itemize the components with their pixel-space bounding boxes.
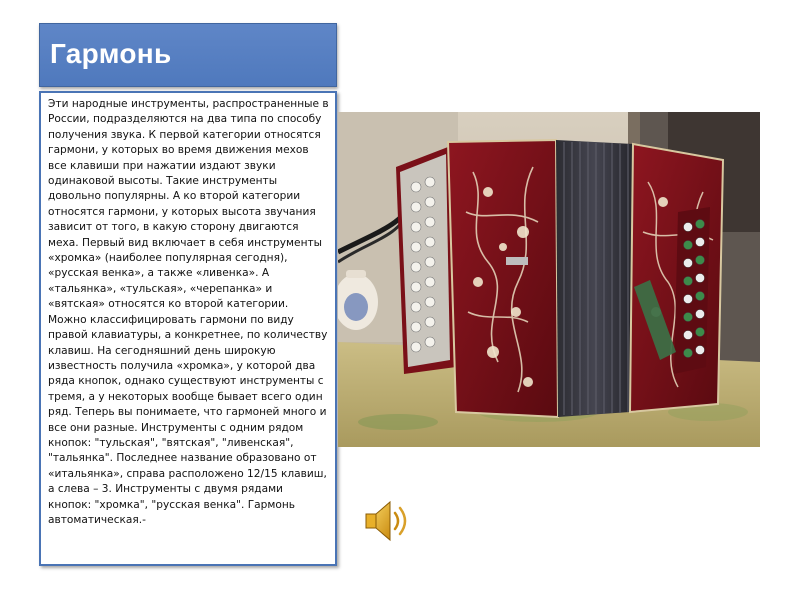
text-box — [39, 91, 337, 566]
slide-title: Гармонь — [50, 38, 172, 69]
title-banner — [39, 23, 337, 87]
speaker-icon[interactable] — [360, 495, 412, 547]
body-text: Эти народные инструменты, распространенные в России, подразделяются на два типа по способу получения звука. К первой категории относятся гармони, у которых во время движения мехов все клавиши при нажатии издают звуки одинаковой высоты. Такие инструменты довольно популярны. А ко второй категории относятся гармони, у которых высота звучания зависит от того, в какую сторону двигаются меха. Первый вид включает в себя инструменты «хромка» (наиболее популярная сегодня), «русская венка», а также «ливенка». А «тальянка», «тульская», «черепанка» и «вятская» относятся ко второй категории. Можно классифицировать гармони по виду правой клавиатуры, а конкретнее, по количеству клавиш. На сегодняшний день широкую известность получила «хромка», у которой два ряда кнопок, однако существуют инструменты с тремя, а у некоторых вообще бывает всего один ряд. Теперь вы понимаете, что гармоней много и все они разные. Инструменты с одним рядом кнопок: "тульская", "вятская", "ливенская", "тальянка". Последнее название образовано от «итальянка», справа расположено 12/15 клавиш, а слева – 3. Инструменты с двумя рядами кнопок: "хромка", "русская венка". Гармонь автоматическая.- — [48, 98, 329, 526]
accordion-photo — [338, 112, 760, 447]
